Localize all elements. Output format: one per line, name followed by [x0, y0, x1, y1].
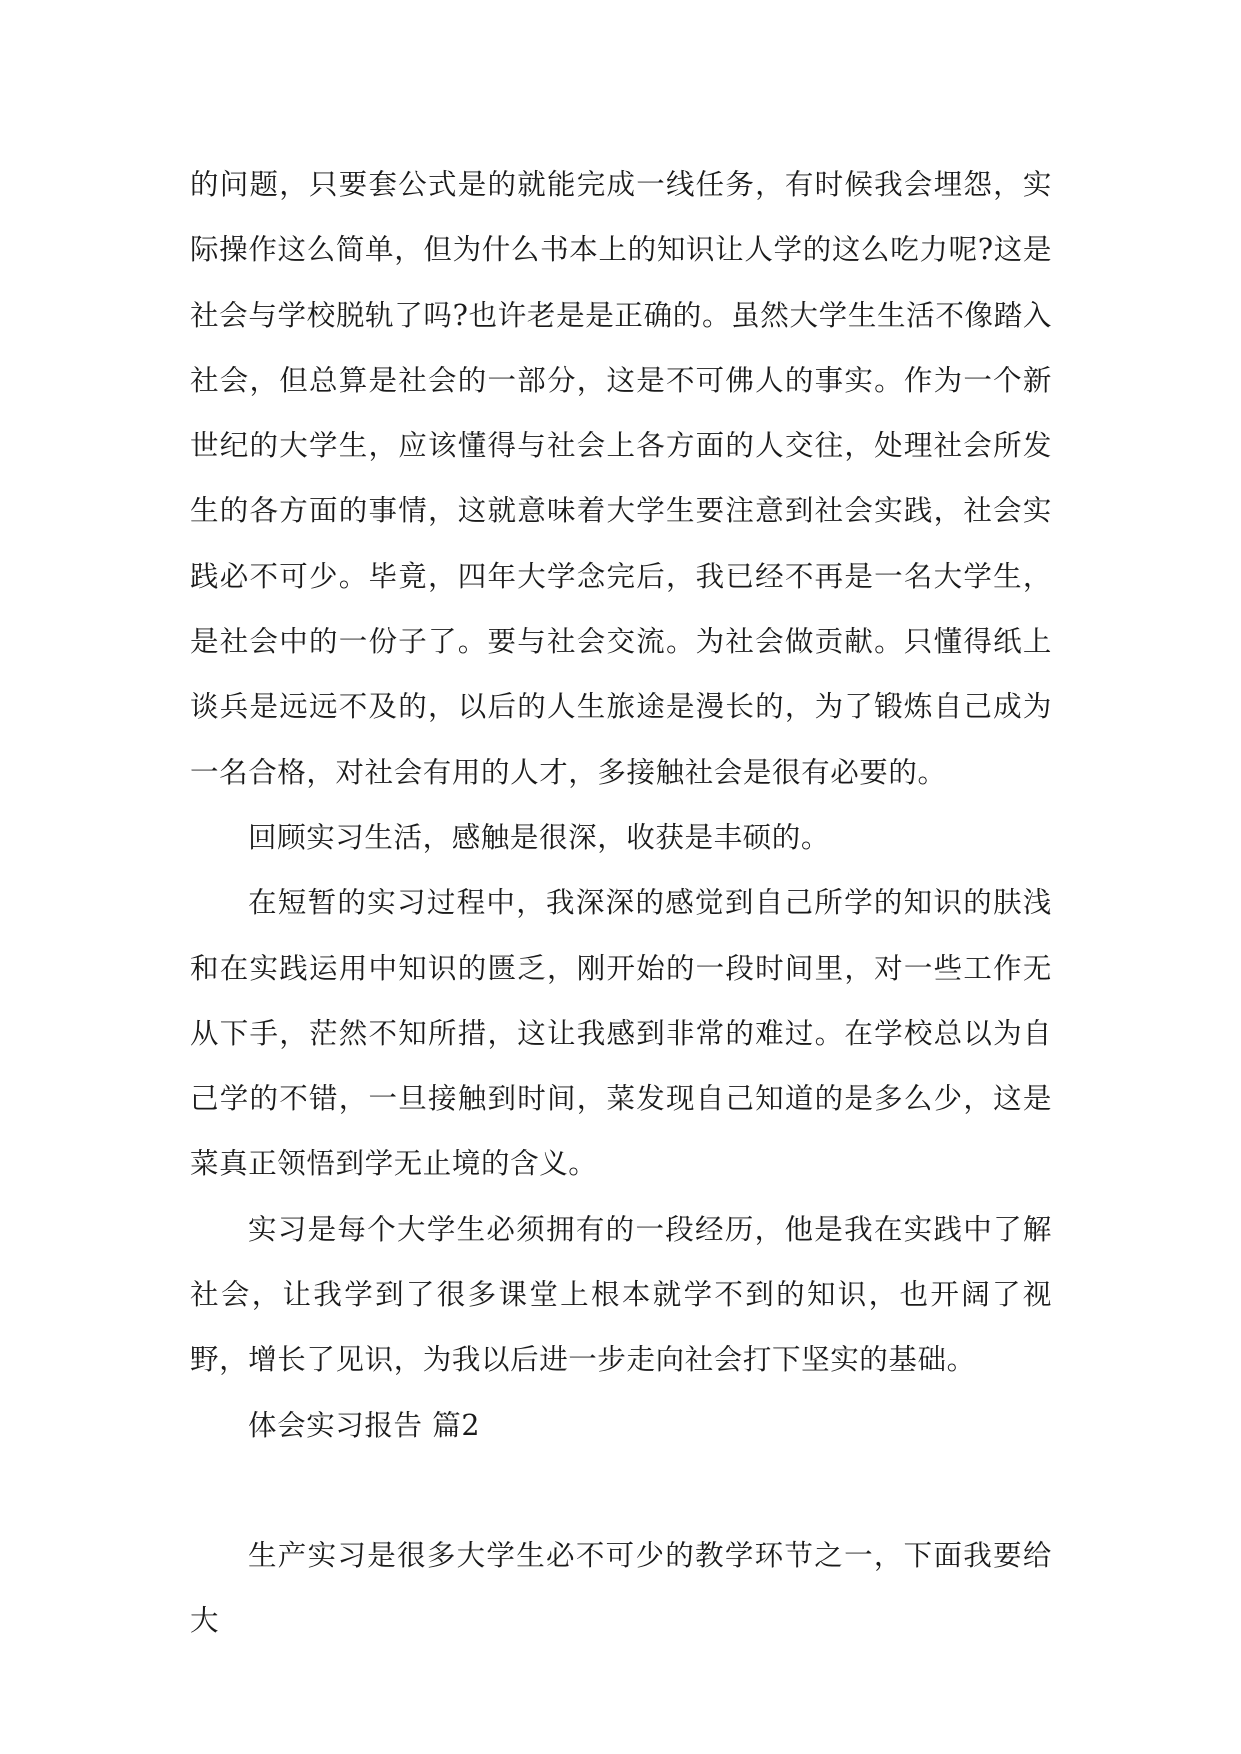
- paragraph-review: 回顾实习生活，感触是很深，收获是丰硕的。: [248, 820, 831, 854]
- blank-line: [190, 1458, 1052, 1523]
- document-body: [190, 152, 1052, 1654]
- paragraph-internship-experience: 实习是每个大学生必须拥有的一段经历，他是我在实践中了解社会，让我学到了很多课堂上根本就学不到的知识，也开阔了视野，增长了见识，为我以后进一步走向社会打下坚实的基础。: [190, 1212, 1052, 1377]
- paragraph-production-internship: 生产实习是很多大学生必不可少的教学环节之一，下面我要给大: [190, 1538, 1052, 1638]
- paragraph-short-internship: 在短暂的实习过程中，我深深的感觉到自己所学的知识的肤浅和在实践运用中知识的匮乏，刚开始的一段时间里，对一些工作无从下手，茫然不知所措，这让我感到非常的难过。在学校总以为自己学的不错，一旦接触到时间，菜发现自己知道的是多么少，这是菜真正领悟到学无止境的含义。: [190, 886, 1052, 1181]
- paragraph-continuation: 的问题，只要套公式是的就能完成一线任务，有时候我会埋怨，实际操作这么简单，但为什么书本上的知识让人学的这么吃力呢?这是社会与学校脱轨了吗?也许老是是正确的。虽然大学生生活不像踏入社会，但总算是社会的一部分，这是不可佛人的事实。作为一个新世纪的大学生，应该懂得与社会上各方面的人交往，处理社会所发生的各方面的事情，这就意味着大学生要注意到社会实践，社会实践必不可少。毕竟，四年大学念完后，我已经不再是一名大学生，是社会中的一份子了。要与社会交流。为社会做贡献。只懂得纸上谈兵是远远不及的，以后的人生旅途是漫长的，为了锻炼自己成为一名合格，对社会有用的人才，多接触社会是很有必要的。: [190, 168, 1052, 789]
- section-heading: 体会实习报告 篇2: [248, 1408, 481, 1442]
